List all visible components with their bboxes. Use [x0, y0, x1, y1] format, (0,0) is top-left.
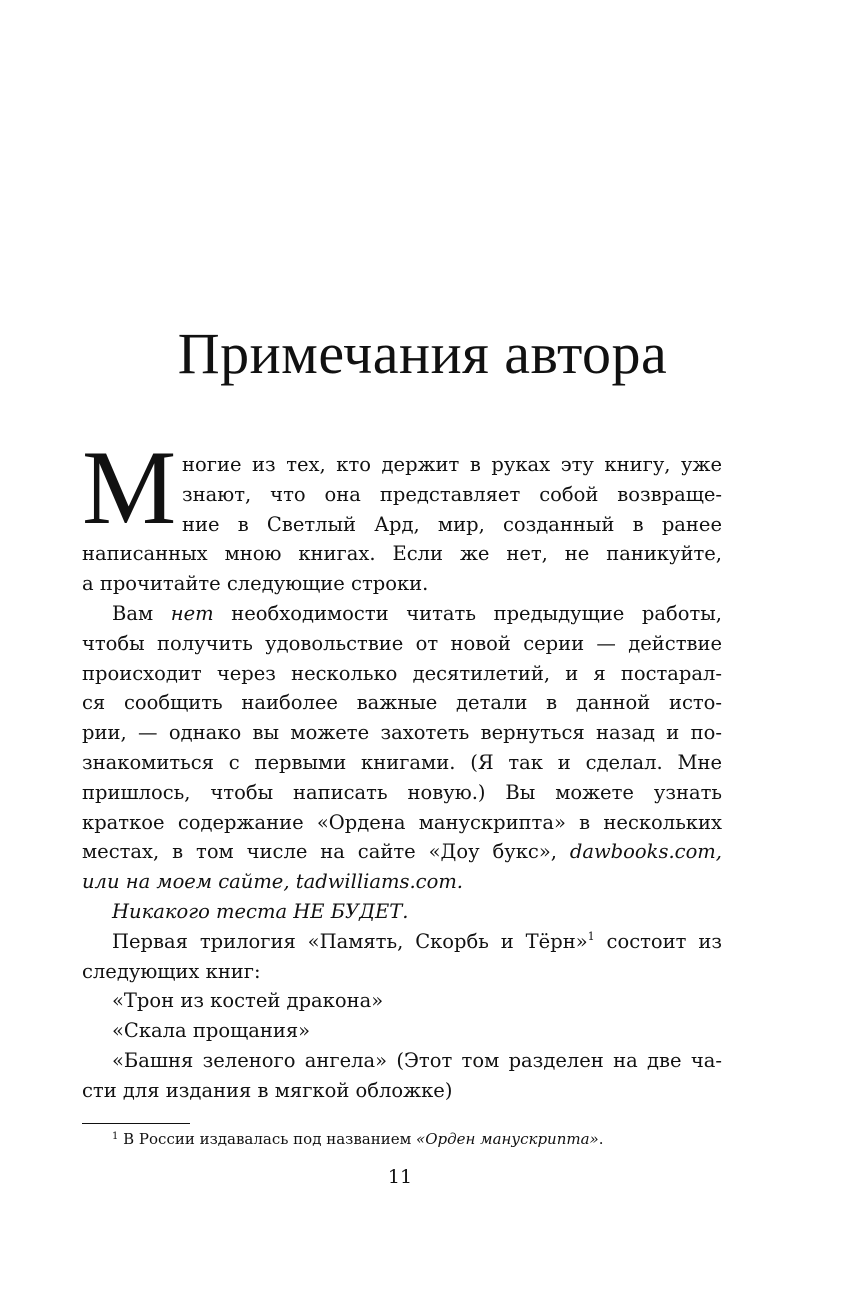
text-line: знакомиться с первыми книгами. (Я так и сделал. Мне — [82, 750, 722, 774]
text-line: следующих книг: — [82, 959, 261, 983]
footnote-end: . — [598, 1130, 604, 1148]
text-fragment: Вам — [112, 601, 171, 625]
book-title-line: «Скала прощания» — [112, 1019, 311, 1043]
text-line: ся сообщить наиболее важные детали в данной исто- — [82, 691, 722, 715]
footnote-marker: 1 — [587, 929, 595, 943]
text-line: краткое содержание «Ордена манускрипта» в нескольких — [82, 810, 722, 834]
text-line — [82, 897, 722, 927]
text-line — [82, 927, 722, 957]
footnote — [112, 1128, 604, 1153]
text-line — [82, 867, 722, 897]
text-line: знают, что она представляет собой возвраще- — [182, 482, 722, 506]
footnote-divider — [82, 1123, 190, 1124]
footnote-italic: «Орден манускрипта» — [416, 1130, 599, 1148]
emphasis: нет — [170, 601, 214, 625]
footnote-number: 1 — [112, 1131, 119, 1142]
text-fragment: Первая трилогия «Память, Скорбь и Тёрн» — [112, 929, 588, 953]
text-line: рии, — однако вы можете захотеть вернуться назад и по- — [82, 721, 722, 745]
footnote-text: В России издавалась под названием — [118, 1130, 417, 1148]
text-fragment: необходимости читать предыдущие работы, — [213, 601, 722, 625]
drop-cap: М — [82, 429, 177, 546]
book-title-line: «Трон из костей дракона» — [112, 989, 384, 1013]
emphasis: Никакого теста НЕ БУДЕТ. — [112, 899, 409, 923]
page-number: 11 — [387, 1166, 413, 1188]
book-title-line: «Башня зеленого ангела» (Этот том разделен на две ча- — [112, 1048, 722, 1072]
body-text — [82, 450, 722, 1106]
website-link: или на моем сайте, tadwilliams.com. — [82, 870, 464, 894]
text-line: а прочитайте следующие строки. — [82, 572, 429, 596]
text-line: сти для издания в мягкой обложке) — [82, 1078, 453, 1102]
text-line — [82, 599, 722, 629]
chapter-title: Примечания автора — [177, 321, 668, 386]
website-link: dawbooks.com, — [569, 840, 722, 864]
text-line: пришлось, чтобы написать новую.) Вы можете узнать — [82, 780, 722, 804]
text-fragment: состоит из — [594, 929, 722, 953]
text-fragment: местах, в том числе на сайте «Доу букс», — [82, 840, 570, 864]
text-line: ние в Светлый Ард, мир, созданный в ранее — [182, 512, 722, 536]
text-line: написанных мною книгах. Если же нет, не паникуйте, — [82, 542, 722, 566]
text-line — [82, 837, 722, 867]
text-line: чтобы получить удовольствие от новой серии — действие — [82, 631, 722, 655]
text-line: происходит через несколько десятилетий, и я постарал- — [82, 661, 722, 685]
text-line: ногие из тех, кто держит в руках эту книгу, уже — [182, 453, 722, 476]
